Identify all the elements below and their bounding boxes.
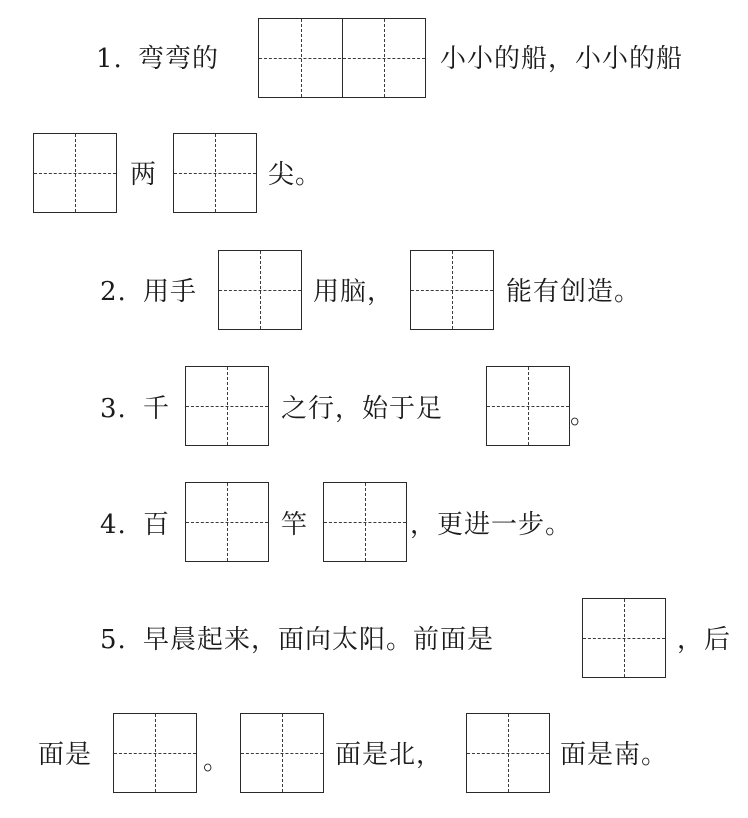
sentence-text: ，更进一步。 <box>410 510 573 540</box>
sentence-text: 百 <box>143 510 171 540</box>
answer-box[interactable] <box>240 713 324 793</box>
sentence-text: 千 <box>143 394 171 424</box>
item-number: 2. <box>100 277 127 307</box>
sentence-text: 小小的船，小小的船 <box>440 44 684 74</box>
answer-box[interactable] <box>113 713 197 793</box>
sentence-text: 尖。 <box>268 160 323 190</box>
answer-box[interactable] <box>323 482 407 562</box>
item-number: 4. <box>100 510 127 540</box>
sentence-text: 能有创造。 <box>506 277 642 307</box>
answer-box[interactable] <box>185 482 269 562</box>
sentence-text: 竿 <box>281 510 309 540</box>
answer-box[interactable] <box>466 713 550 793</box>
sentence-text: 早晨起来，面向太阳。前面是 <box>143 625 495 655</box>
sentence-text: ，后 <box>677 625 732 655</box>
item-number: 3. <box>100 394 127 424</box>
answer-box[interactable] <box>185 366 269 446</box>
answer-box[interactable] <box>218 250 302 330</box>
answer-box[interactable] <box>486 366 570 446</box>
item-number: 5. <box>100 625 127 655</box>
answer-box[interactable] <box>173 133 257 213</box>
sentence-text: 。 <box>570 400 598 430</box>
sentence-text: 。 <box>203 746 231 776</box>
sentence-text: 面是南。 <box>560 740 669 770</box>
answer-box-double[interactable] <box>258 18 426 98</box>
sentence-text: 之行，始于足 <box>281 394 444 424</box>
answer-box[interactable] <box>33 133 117 213</box>
sentence-text: 弯弯的 <box>138 44 220 74</box>
sentence-text: 用脑， <box>313 277 395 307</box>
answer-box[interactable] <box>410 250 494 330</box>
sentence-text: 两 <box>130 160 158 190</box>
sentence-text: 面是北， <box>335 740 444 770</box>
sentence-text: 面是 <box>38 740 93 770</box>
answer-box[interactable] <box>582 598 666 678</box>
sentence-text: 用手 <box>143 277 198 307</box>
item-number: 1. <box>96 44 123 74</box>
